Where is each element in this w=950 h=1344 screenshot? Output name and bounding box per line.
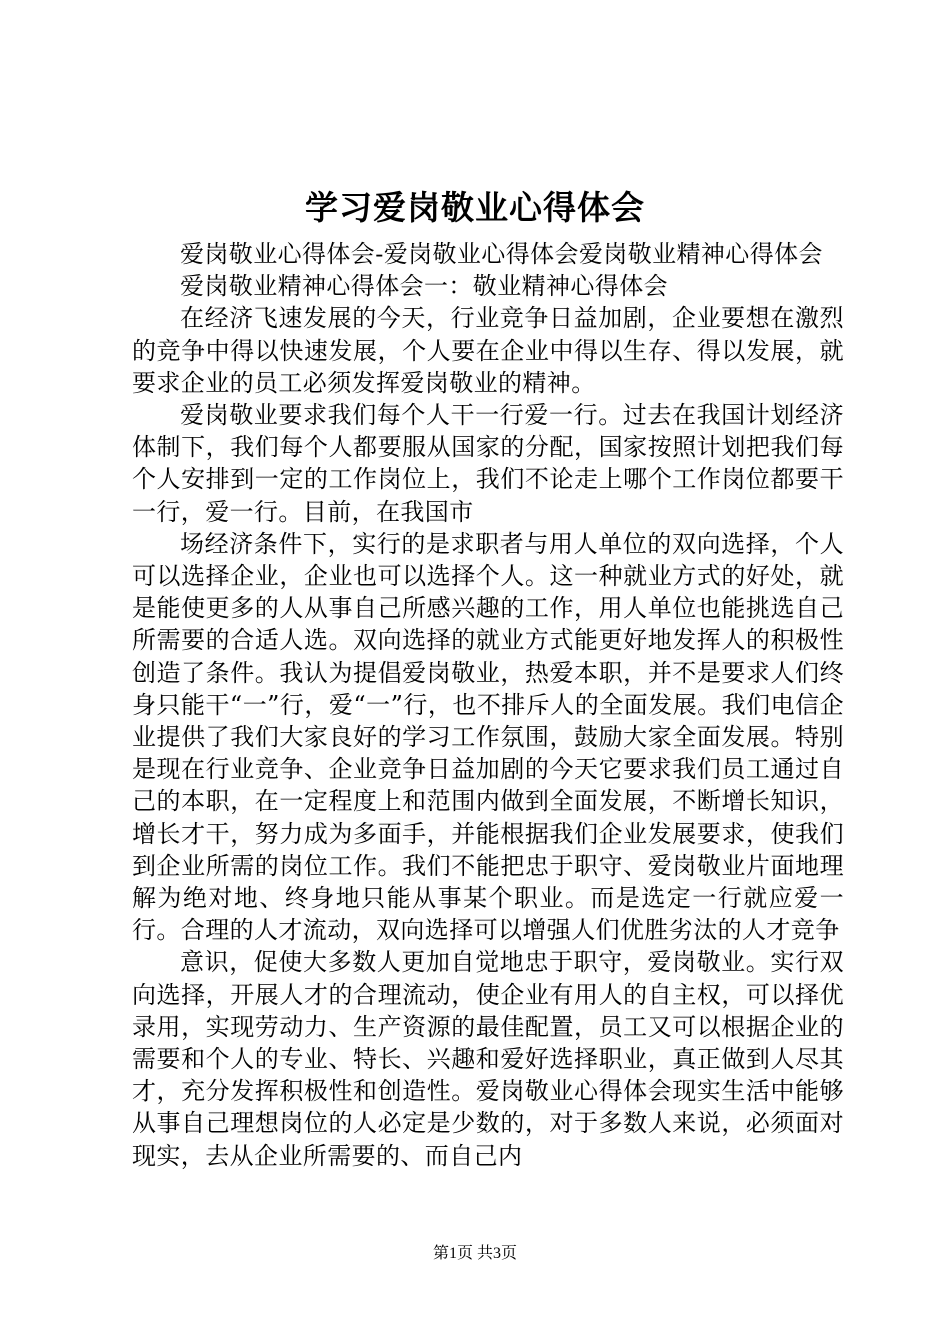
paragraph: 在经济飞速发展的今天，行业竞争日益加剧，企业要想在激烈的竞争中得以快速发展，个人要在企业中得以生存、得以发展，就要求企业的员工必须发挥爱岗敬业的精神。 [132,304,844,397]
page-number-footer: 第1页 共3页 [432,1245,517,1262]
paragraph: 爱岗敬业心得体会-爱岗敬业心得体会爱岗敬业精神心得体会 [180,240,823,268]
document-title: 学习爱岗敬业心得体会 [305,188,645,227]
paragraph: 意识，促使大多数人更加自觉地忠于职守，爱岗敬业。实行双向选择，开展人才的合理流动，使企业有用人的自主权，可以择优录用，实现劳动力、生产资源的最佳配置，员工又可以根据企业的需要和个人的专业、特长、兴趣和爱好选择职业，真正做到人尽其才，充分发挥积极性和创造性。爱岗敬业心得体会现实生活中能够从事自己理想岗位的人必定是少数的，对于多数人来说，必须面对现实，去从企业所需要的、而自己内 [132,948,844,1170]
paragraph: 场经济条件下，实行的是求职者与用人单位的双向选择，个人可以选择企业，企业也可以选择个人。这一种就业方式的好处，就是能使更多的人从事自己所感兴趣的工作，用人单位也能挑选自己所需要的合适人选。双向选择的就业方式能更好地发挥人的积极性创造了条件。我认为提倡爱岗敬业，热爱本职，并不是要求人们终身只能干“一”行，爱“一”行，也不排斥人的全面发展。我们电信企业提供了我们大家良好的学习工作氛围，鼓励大家全面发展。特别是现在行业竞争、企业竞争日益加剧的今天它要求我们员工通过自己的本职，在一定程度上和范围内做到全面发展，不断增长知识，增长才干，努力成为多面手，并能根据我们企业发展要求，使我们到企业所需的岗位工作。我们不能把忠于职守、爱岗敬业片面地理解为绝对地、终身地只能从事某个职业。而是选定一行就应爱一行。合理的人才流动，双向选择可以增强人们优胜劣汰的人才竞争 [132,529,844,945]
paragraph: 爱岗敬业精神心得体会一：敬业精神心得体会 [180,272,668,301]
paragraph: 爱岗敬业要求我们每个人干一行爱一行。过去在我国计划经济体制下，我们每个人都要服从国家的分配，国家按照计划把我们每个人安排到一定的工作岗位上，我们不论走上哪个工作岗位都要干一行，爱一行。目前，在我国市 [132,401,844,526]
document-body [132,238,844,1172]
